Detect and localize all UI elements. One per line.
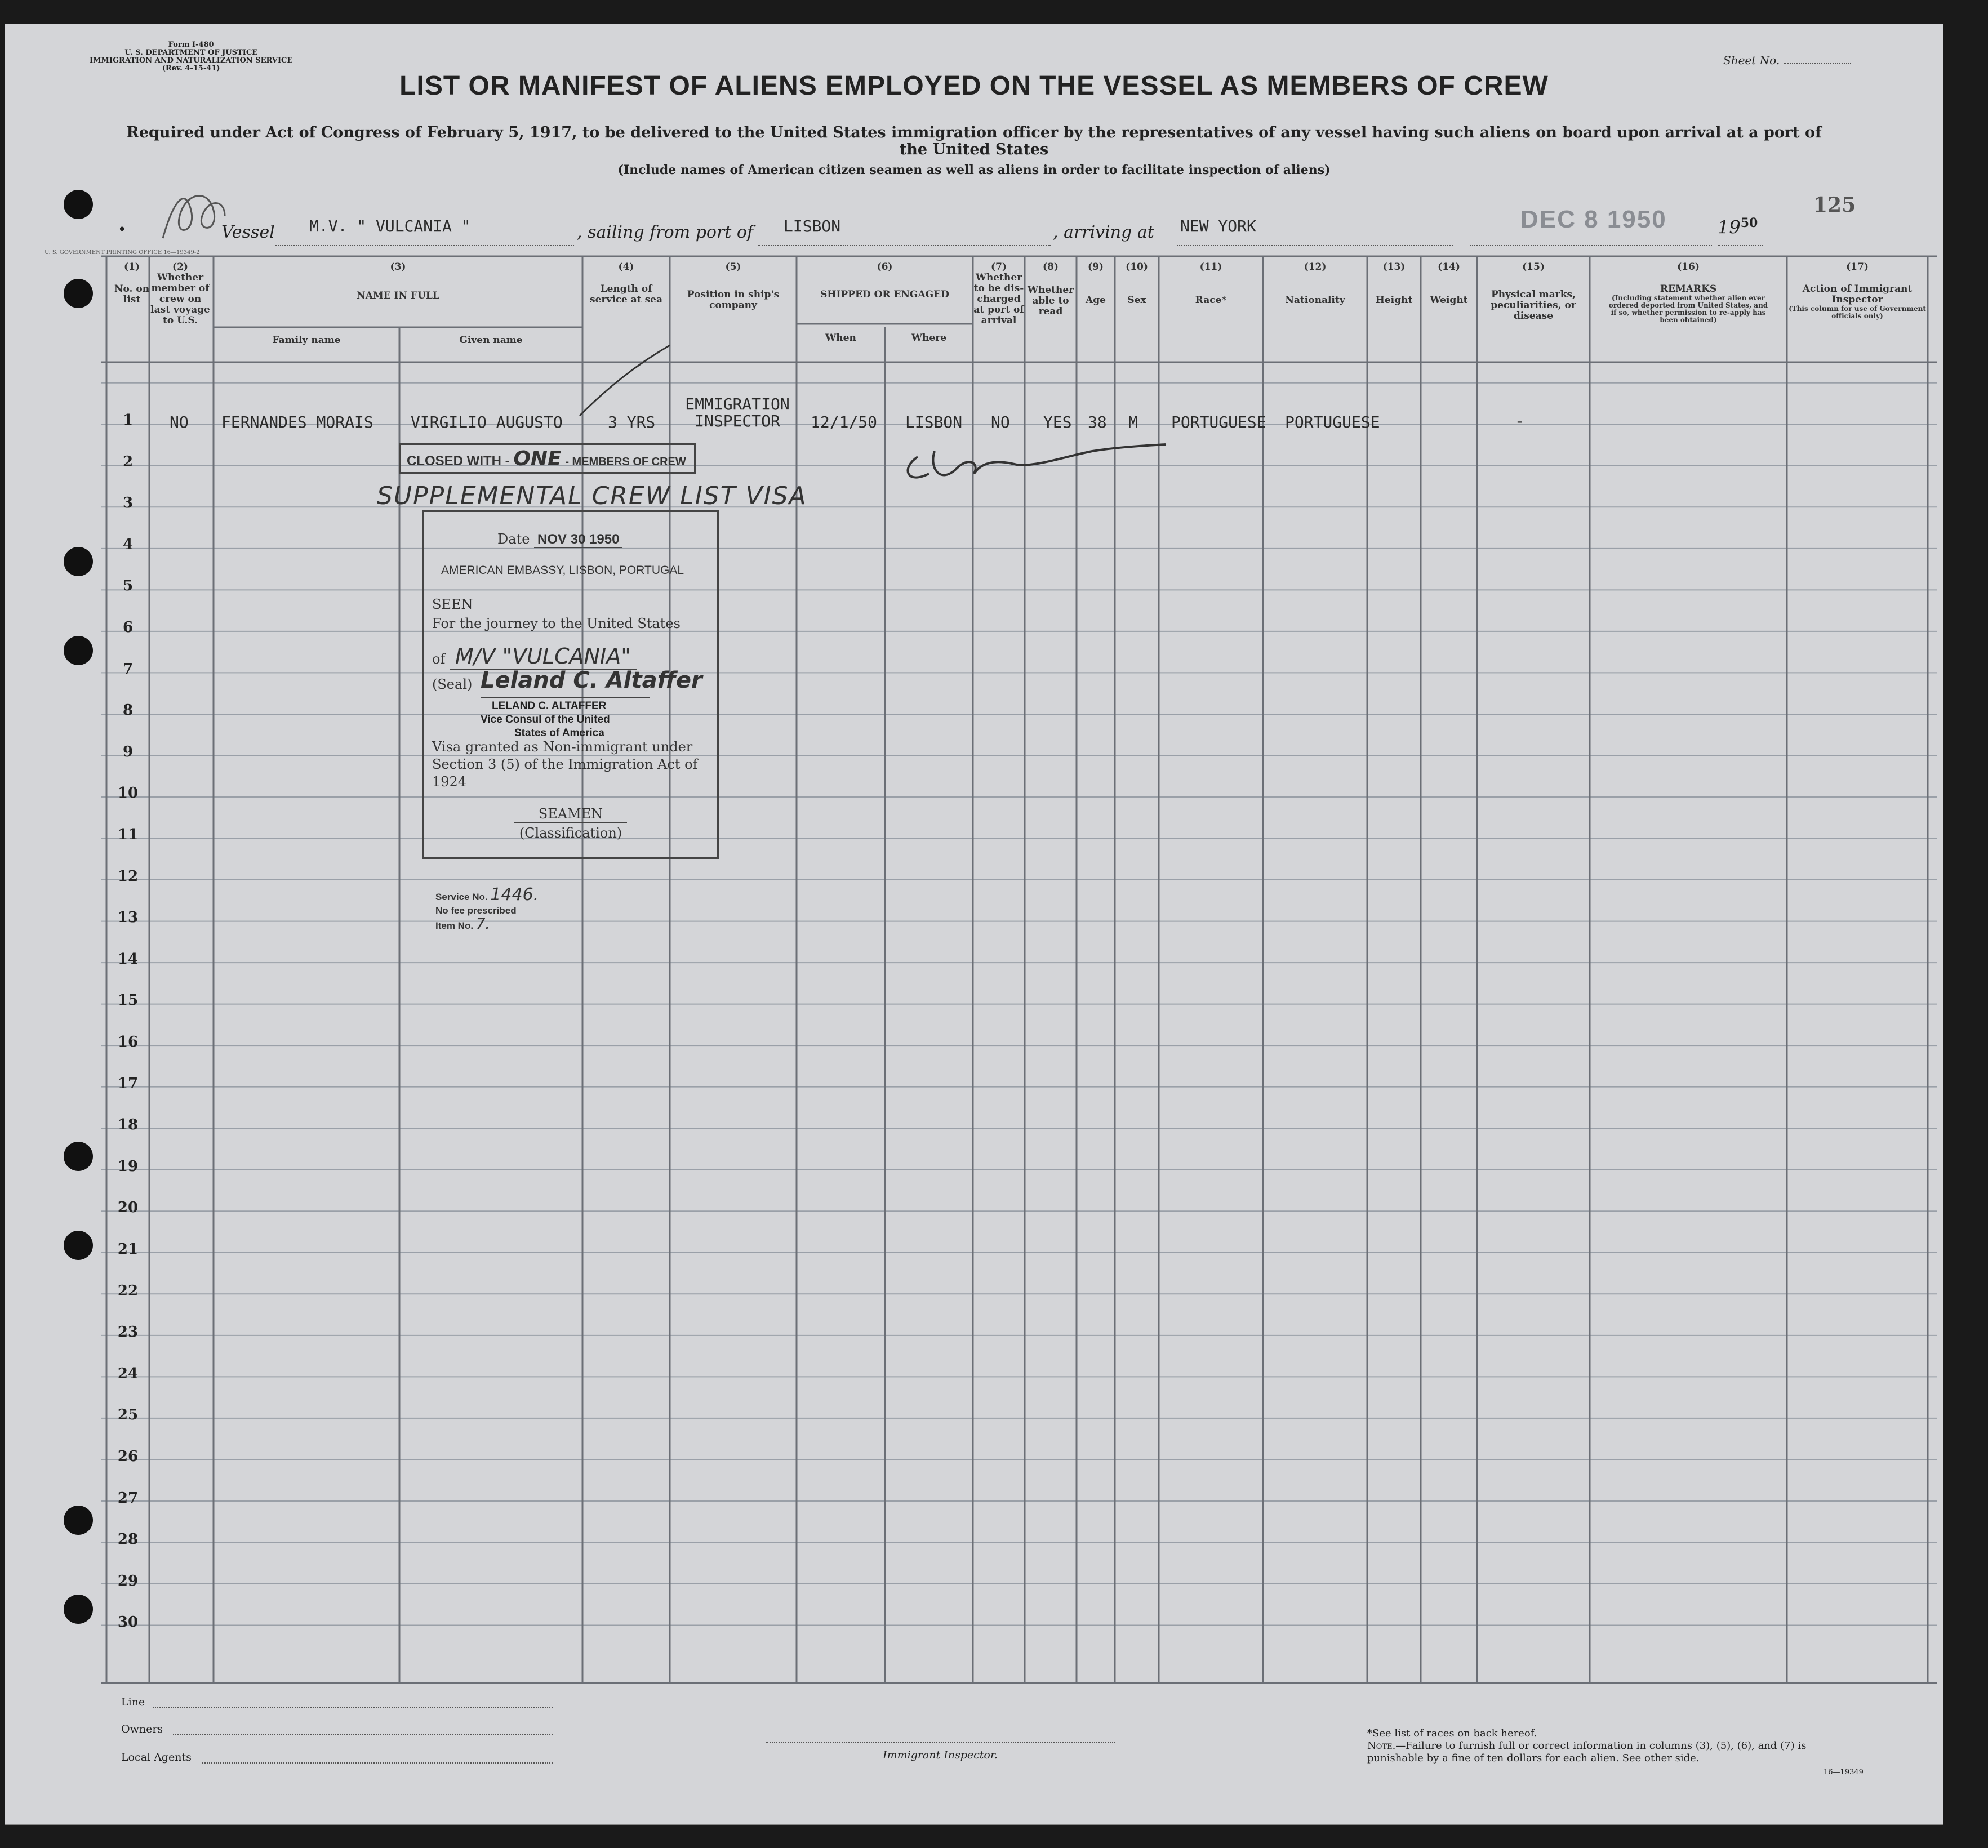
where-header: Where — [911, 332, 947, 344]
row-number: 16 — [117, 1034, 139, 1050]
entry-length-of-service: 3 YRS — [608, 413, 656, 431]
entry-previous-voyage: NO — [170, 413, 189, 431]
col4-header: (4) Length of service at sea — [590, 261, 662, 305]
row-number: 9 — [122, 743, 134, 760]
row-number: 10 — [117, 785, 139, 802]
mark-dot: • — [118, 221, 127, 238]
visa-embassy: AMERICAN EMBASSY, LISBON, PORTUGAL — [441, 564, 684, 577]
col6-header: (6) SHIPPED OR ENGAGED — [820, 261, 949, 300]
row-number: 25 — [117, 1406, 139, 1424]
row-number: 3 — [122, 495, 134, 512]
row-number: 18 — [117, 1116, 139, 1134]
col9-header: (9) Age — [1086, 261, 1106, 306]
visa-grant-text: Visa granted as Non-immigrant under Section 3 (5) of the Immigration Act of 1924 — [432, 739, 698, 790]
row-number: 21 — [117, 1241, 139, 1258]
service-stamp: Service No. 1446. No fee prescribed Item No. 7. — [435, 885, 539, 933]
col11-header: (11) Race* — [1195, 261, 1227, 306]
entry-given-name: VIRGILIO AUGUSTO — [411, 413, 563, 431]
entry-nationality: PORTUGUESE — [1285, 413, 1380, 431]
col15-header: (15) Physical marks, peculiarities, or disease — [1491, 261, 1576, 322]
col5-header: (5) Position in ship's company — [687, 261, 780, 311]
sailing-port: LISBON — [784, 217, 841, 235]
page-number: 125 — [1813, 193, 1856, 217]
arriving-port: NEW YORK — [1180, 217, 1256, 235]
row-number: 15 — [117, 992, 139, 1009]
races-note: *See list of races on back hereof. — [1367, 1727, 1537, 1739]
row-number: 19 — [117, 1157, 139, 1175]
vessel-name: M.V. " VULCANIA " — [309, 217, 471, 235]
entry-discharged: NO — [991, 413, 1010, 431]
year-field: $19^{50}$ — [1718, 216, 1758, 238]
entry-physical-marks: - — [1515, 412, 1524, 430]
col13-header: (13) Height — [1375, 261, 1413, 306]
row-number: 6 — [122, 619, 134, 636]
row-number: 17 — [117, 1075, 139, 1092]
visa-signature: Leland C. Altaffer — [481, 667, 702, 693]
col14-header: (14) Weight — [1430, 261, 1468, 306]
col2-header: (2) Whether member of crew on last voyage to U.S. — [150, 261, 210, 326]
visa-date: Date NOV 30 1950 — [497, 531, 622, 547]
row-number: 20 — [117, 1199, 139, 1217]
subtitle: Required under Act of Congress of February 5, 1917, to be delivered to the United States immigration officer by the representatives of any vessel having such aliens on board upon arrival at a port of the United States — [126, 124, 1822, 158]
row-number: 27 — [117, 1489, 139, 1507]
entry-position: EMMIGRATION INSPECTOR — [685, 395, 790, 430]
row-number: 24 — [117, 1365, 139, 1382]
row-number: 26 — [117, 1448, 139, 1465]
entry-shipped-when: 12/1/50 — [811, 413, 878, 431]
visa-classification-label: (Classification) — [519, 825, 622, 841]
visa-vessel: of M/V "VULCANIA" — [432, 644, 637, 669]
row-number: 28 — [117, 1531, 139, 1548]
row-number: 5 — [122, 577, 134, 595]
col12-header: (12) Nationality — [1285, 261, 1345, 306]
entry-age: 38 — [1088, 413, 1107, 431]
footer-agents-label: Local Agents — [121, 1751, 192, 1764]
col17-header: (17) Action of Immigrant Inspector (This column for use of Government officials only) — [1789, 261, 1926, 320]
row-number: 12 — [117, 867, 139, 885]
entry-sex: M — [1128, 413, 1138, 431]
row-number: 30 — [117, 1614, 139, 1631]
row-number: 7 — [122, 660, 134, 678]
immigrant-inspector-label: Immigrant Inspector. — [883, 1749, 998, 1761]
printer-line: U. S. GOVERNMENT PRINTING OFFICE 16—19349-2 — [45, 250, 200, 256]
col1-header: (1) No. on list — [114, 261, 150, 305]
form-code: 16—19349 — [1824, 1768, 1864, 1776]
visa-seen: SEEN — [432, 596, 473, 612]
visa-officer-name: LELAND C. ALTAFFER — [492, 700, 607, 712]
sailing-label: , sailing from port of — [577, 222, 754, 242]
entry-family-name: FERNANDES MORAIS — [221, 413, 373, 431]
row-number: 13 — [117, 909, 139, 927]
given-name-header: Given name — [459, 335, 523, 346]
entry-shipped-where: LISBON — [905, 413, 963, 431]
col3-header: (3) NAME IN FULL — [357, 261, 439, 301]
col16-header: (16) REMARKS (Including statement whether alien ever ordered deported from United States, and if so, whether permission to re-apply has been obtained) — [1608, 261, 1768, 324]
arriving-label: , arriving at — [1053, 222, 1154, 242]
sheet-number: Sheet No. — [1723, 54, 1851, 67]
row-number: 8 — [122, 702, 134, 719]
entry-able-to-read: YES — [1043, 413, 1072, 431]
closed-with-stamp: CLOSED WITH - ONE - MEMBERS OF CREW — [399, 443, 696, 474]
handwritten-initials-row2 — [895, 434, 1177, 491]
arrival-date-stamp: DEC 8 1950 — [1520, 206, 1667, 233]
row-number: 23 — [117, 1324, 139, 1341]
visa-classification-value: SEAMEN — [514, 806, 627, 823]
row-number: 1 — [122, 412, 134, 429]
penalty-note: Note.—Failure to furnish full or correct information in columns (3), (5), (6), and (7) is punishable by a fine of ten dollars for each alien. See other side. — [1367, 1740, 1807, 1764]
vessel-label: Vessel — [221, 222, 275, 242]
col7-header: (7) Whether to be dis- charged at port of arrival — [973, 261, 1024, 326]
col10-header: (10) Sex — [1126, 261, 1148, 306]
row-number: 14 — [117, 950, 139, 968]
form-identifier: Form I-480 U. S. DEPARTMENT OF JUSTICE IMMIGRATION AND NATURALIZATION SERVICE (Rev. 4-15-41) — [90, 41, 293, 73]
subtitle-note: (Include names of American citizen seamen as well as aliens in order to facilitate inspection of aliens) — [617, 163, 1331, 177]
row-number: 22 — [117, 1282, 139, 1299]
visa-seal: (Seal) — [432, 676, 473, 692]
family-name-header: Family name — [272, 335, 341, 346]
visa-journey: For the journey to the United States — [432, 616, 681, 631]
footer-line-label: Line — [121, 1696, 145, 1708]
footer-owners-label: Owners — [121, 1723, 163, 1735]
supplemental-visa-note: SUPPLEMENTAL CREW LIST VISA — [377, 482, 807, 510]
entry-race: PORTUGUESE — [1171, 413, 1266, 431]
pen-slash — [574, 342, 675, 421]
row-number: 29 — [117, 1572, 139, 1589]
visa-officer-title: Vice Consul of the United — [481, 714, 610, 725]
col8-header: (8) Whether able to read — [1027, 261, 1074, 317]
when-header: When — [825, 332, 856, 344]
visa-stamp — [422, 510, 719, 859]
page-title: LIST OR MANIFEST OF ALIENS EMPLOYED ON THE VESSEL AS MEMBERS OF CREW — [399, 71, 1549, 101]
row-number: 4 — [122, 536, 134, 553]
row-number: 11 — [117, 826, 139, 843]
row-number: 2 — [122, 453, 134, 470]
visa-officer-country: States of America — [514, 727, 604, 739]
manifest-sheet — [5, 24, 1943, 1825]
